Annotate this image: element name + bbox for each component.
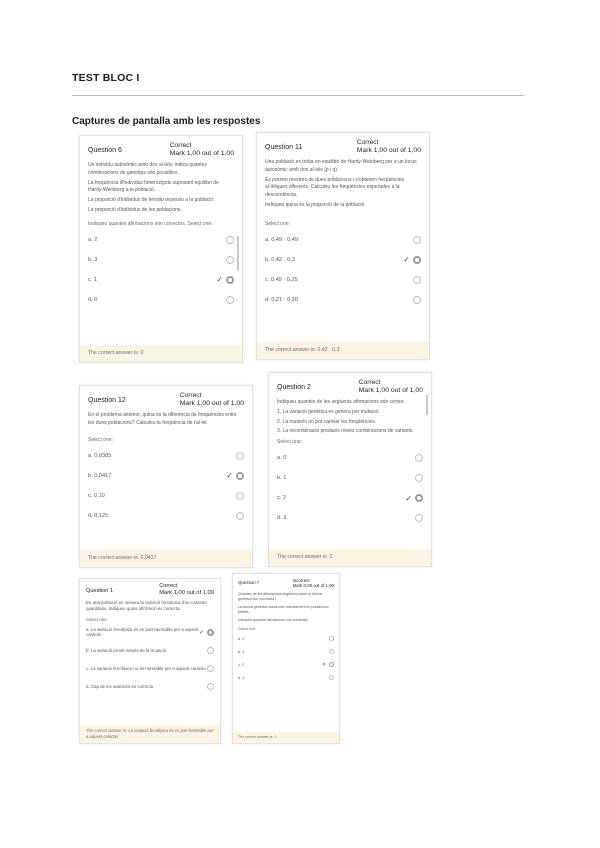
radio-icon[interactable] [329,675,334,680]
question-mark: Mark 1,00 out of 1,00 [169,149,234,157]
answer-option[interactable]: b. 0,42 · 0,3 ✓ [257,250,429,270]
question-text: Un individu autosòmic amb dos al·lels; indica quantes combinacions de genotips són possibles. La freqüència d'individus heterozigots suposant equilibri de Hardy-Weinberg a la població. La proporció d'individus de fenotip recessiu a la població. La proporció d'individus de les poblacions. [88,162,219,213]
correct-answer-feedback: The correct answer is: 0 [80,345,242,362]
radio-icon[interactable] [413,256,421,264]
answer-option[interactable]: a. 0 [269,448,431,468]
checkmark-icon: ✓ [198,629,204,636]
radio-icon[interactable] [226,256,234,264]
checkmark-icon: ✓ [216,275,223,285]
question-number: Question 1 [86,588,114,594]
scrollbar[interactable] [426,395,428,415]
radio-icon[interactable] [329,636,334,641]
answer-option[interactable]: c. 2 ✓ [269,488,431,508]
question-1-card [79,578,221,744]
question-status: Correct [358,379,381,386]
question-mark: Mark 1,00 out of 1,00 [159,589,214,596]
question-text: En una població es mesura la variació fenotípica d'un caràcter quantitatiu. Indiqueu quina afirmació és correcta. [86,599,207,612]
answer-option[interactable]: d. 3 [233,671,339,684]
answer-option[interactable]: b. 3 [80,250,242,270]
question-text: Indiqueu quantes de les següents afirmacions són certes: 1. La variació genètica es genera per mutació. 2. La mutació no pot canviar les freqüències. 3. La recombinació produeix noves combinacions de variants. [277,399,414,435]
radio-icon[interactable] [415,454,423,462]
radio-icon[interactable] [226,276,234,284]
answer-option[interactable]: d. 0,125 [80,506,252,526]
answer-option[interactable]: d. Cap de les anteriors és correcta [80,677,220,695]
question-status: Incorrect [292,578,310,583]
checkmark-icon: ✓ [226,471,233,481]
answer-option[interactable]: c. 1 ✓ [80,270,242,290]
answer-option[interactable]: d. 0 [80,290,242,310]
answer-option[interactable]: a. 2 [80,230,242,250]
question-11-card [256,132,430,360]
correct-answer-feedback: The correct answer is: 2 [233,732,339,743]
radio-icon[interactable] [207,629,214,636]
answer-option[interactable]: a. 0,49 · 0,49 [257,230,429,250]
radio-icon[interactable] [236,492,244,500]
answer-option[interactable]: c. 2 ✕ [233,658,339,671]
question-number: Question 11 [265,144,303,151]
radio-icon[interactable] [236,472,244,480]
scrollbar[interactable] [237,236,239,270]
radio-icon[interactable] [413,276,421,284]
select-one-label: Indiqueu quantes afirmacions són correctes. Select one: [88,220,213,227]
checkmark-icon: ✓ [405,493,412,503]
radio-icon[interactable] [207,647,214,654]
question-status: Correct [169,142,192,149]
correct-answer-feedback: The correct answer is: 2 [269,549,431,566]
select-one-label: Select one: [86,617,108,623]
answer-option[interactable]: b. 0,0417 ✓ [80,466,252,486]
select-one-label: Select one: [277,439,303,446]
radio-icon[interactable] [236,512,244,520]
question-12-card [79,385,253,568]
radio-icon[interactable] [207,683,214,690]
checkmark-icon: ✓ [403,255,410,265]
correct-answer-feedback: The correct answer is: 0,42 · 0,3 [257,342,429,359]
answer-option[interactable]: c. La variació fenotípica no és heretable per a aquest caràcter [80,659,220,677]
radio-icon[interactable] [413,296,421,304]
question-mark: Mark 1,00 out of 1,00 [356,146,421,154]
correct-answer-feedback: The correct answer is: La variació fenotípica és en part heretable per a aquest caràcter [80,725,220,743]
question-mark: Mark 1,00 out of 1,00 [179,399,244,407]
answer-option[interactable]: d. 0,21 · 0,20 [257,290,429,310]
radio-icon[interactable] [415,514,423,522]
question-6-card [79,135,243,363]
question-text: Una població es troba en equilibri de Hardy-Weinberg per a un locus autosòmic amb dos al·lels (p i q). Es prenen mostres de dues poblacions i s'obtenen freqüències al·lèliques diferents. Calculeu les freqüències esperades a la descendència. Indiqueu quina és la proporció de la població. [265,159,417,208]
answer-option[interactable]: d. 3 [269,508,431,528]
answer-option[interactable]: c. 0,49 · 0,25 [257,270,429,290]
radio-icon[interactable] [207,665,214,672]
document-title: TEST BLOC I [72,72,140,84]
question-number: Question 7 [238,580,260,585]
select-one-label: Select one: [88,436,114,443]
question-status: Correct [179,392,202,399]
question-number: Question 2 [277,384,311,391]
question-text: En el problema anterior, quina és la diferència de freqüències entre les dues poblacions? Calculeu la freqüència de l'al·lel. [88,412,237,426]
radio-icon[interactable] [236,452,244,460]
answer-option[interactable]: c. 0,10 [80,486,252,506]
answer-option[interactable]: b. La variació prové només de la mutació [80,641,220,659]
answer-option[interactable]: a. La variació fenotípica és en part heretable per a aquest caràcter ✓ [80,623,220,641]
correct-answer-feedback: The correct answer is: 0,0417 [80,550,252,567]
select-one-label: Select one: [265,220,291,227]
question-mark: Mark 0,00 out of 1,00 [292,583,334,589]
question-status: Correct [356,139,379,146]
select-one-label: Select one: [238,627,256,632]
radio-icon[interactable] [329,662,334,667]
question-2-card [268,372,432,567]
question-mark: Mark 1,00 out of 1,00 [358,386,423,394]
question-text: Quantes de les afirmacions següents sobre la deriva genètica són correctes? La deriva genètica actua més intensament en poblacions petites. Indiqueu quantes afirmacions són correctes. [238,591,329,622]
answer-option[interactable]: a. 0 [233,632,339,645]
question-7-card [232,573,340,744]
question-number: Question 6 [88,147,122,154]
section-title: Captures de pantalla amb les respostes [72,116,261,127]
cross-icon: ✕ [321,661,326,668]
radio-icon[interactable] [413,236,421,244]
question-status: Correct [159,583,178,589]
radio-icon[interactable] [226,296,234,304]
answer-option[interactable]: b. 1 [269,468,431,488]
answer-option[interactable]: b. 1 [233,645,339,658]
answer-option[interactable]: a. 0,0385 [80,446,252,466]
radio-icon[interactable] [415,474,423,482]
radio-icon[interactable] [329,649,334,654]
question-number: Question 12 [88,397,126,404]
title-divider [72,95,524,96]
radio-icon[interactable] [226,236,234,244]
radio-icon[interactable] [415,494,423,502]
